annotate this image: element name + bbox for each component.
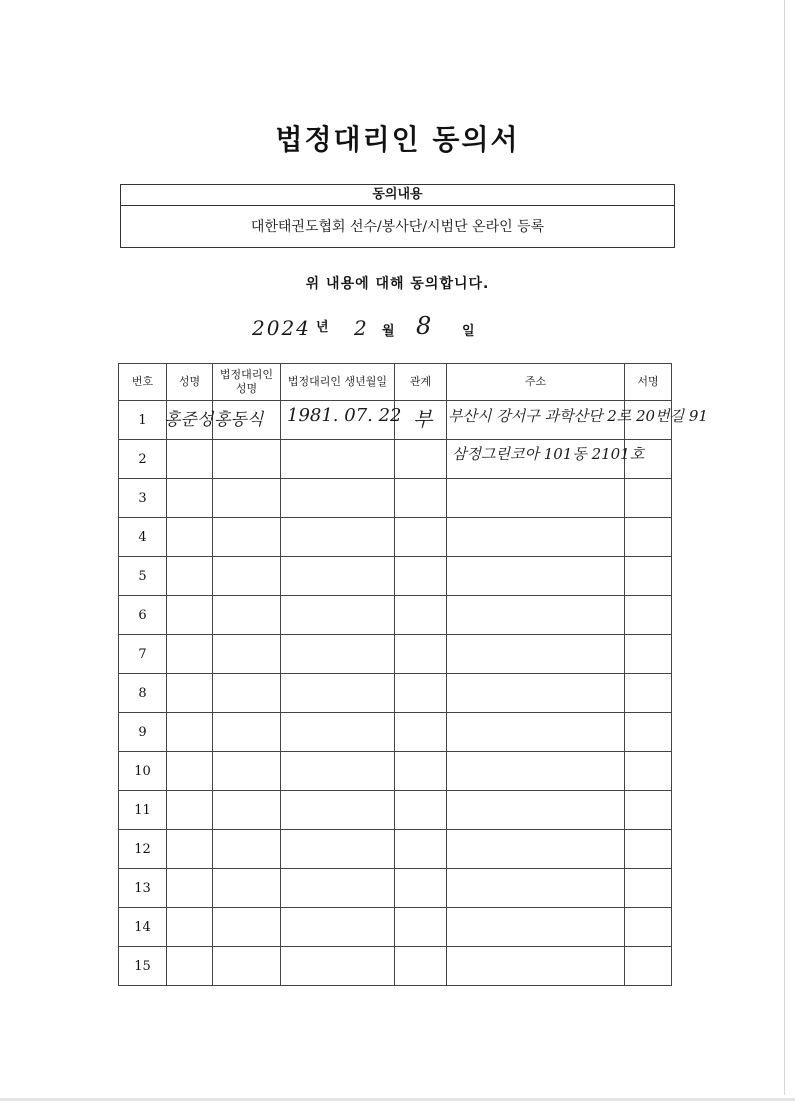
- row-address: [447, 596, 625, 635]
- row-address: [447, 635, 625, 674]
- row-guardian-birth: [281, 518, 395, 557]
- row-guardian-birth: [281, 869, 395, 908]
- row-number: 6: [119, 596, 167, 635]
- table-row: [119, 635, 672, 674]
- row-guardian-name: [213, 674, 281, 713]
- row-guardian-name: [213, 557, 281, 596]
- row-signature: [625, 674, 672, 713]
- table-row: [119, 791, 672, 830]
- table-row: [119, 752, 672, 791]
- row-number: 15: [119, 947, 167, 986]
- agreement-statement: 위 내용에 대해 동의합니다.: [305, 276, 490, 292]
- row-relation: [395, 791, 447, 830]
- consent-box-body: 대한태권도협회 선수/봉사단/시범단 온라인 등록: [250, 219, 545, 235]
- row-name: [167, 557, 213, 596]
- row-relation: [395, 479, 447, 518]
- row-address: [447, 752, 625, 791]
- row-signature: [625, 752, 672, 791]
- date-line: [250, 312, 550, 346]
- row-guardian-name: [213, 596, 281, 635]
- row-guardian-name: [213, 479, 281, 518]
- row-number: 11: [119, 791, 167, 830]
- row-relation: [395, 440, 447, 479]
- row-number: 5: [119, 557, 167, 596]
- row-signature: [625, 635, 672, 674]
- consent-box-header: 동의내용: [121, 185, 674, 206]
- row-signature: [625, 869, 672, 908]
- row-address: [447, 947, 625, 986]
- row-name: [167, 479, 213, 518]
- row-name: [167, 947, 213, 986]
- header-relation: 관계: [395, 364, 447, 401]
- table-row: [119, 869, 672, 908]
- handwritten-guardian-birth: 1981. 07. 22: [287, 405, 402, 426]
- table-row: [119, 518, 672, 557]
- row-number: 1: [119, 401, 167, 440]
- table-row: [119, 479, 672, 518]
- row-relation: [395, 908, 447, 947]
- row-name: [167, 791, 213, 830]
- scan-edge-bottom: [0, 1098, 795, 1101]
- row-guardian-name: [213, 908, 281, 947]
- row-name: [167, 908, 213, 947]
- row-guardian-birth: [281, 713, 395, 752]
- row-relation: [395, 713, 447, 752]
- row-relation: [395, 674, 447, 713]
- handwritten-name: 홍준성: [164, 410, 214, 430]
- row-signature: [625, 830, 672, 869]
- header-signature: 서명: [625, 364, 672, 401]
- handwritten-address-line1: 부산시 강서구 과학산단 2로 20번길 91: [448, 407, 708, 425]
- row-name: [167, 752, 213, 791]
- row-name: [167, 674, 213, 713]
- row-guardian-name: [213, 830, 281, 869]
- row-number: 7: [119, 635, 167, 674]
- row-address: [447, 518, 625, 557]
- row-signature: [625, 713, 672, 752]
- row-guardian-birth: [281, 908, 395, 947]
- header-guardian-name: 법정대리인 성명: [213, 364, 281, 401]
- table-row: [119, 713, 672, 752]
- header-number: 번호: [119, 364, 167, 401]
- row-relation: [395, 947, 447, 986]
- row-guardian-birth: [281, 791, 395, 830]
- row-guardian-name: [213, 440, 281, 479]
- row-guardian-name: [213, 791, 281, 830]
- table-row: [119, 908, 672, 947]
- row-relation: [395, 752, 447, 791]
- row-guardian-name: [213, 947, 281, 986]
- table-row: [119, 674, 672, 713]
- table-row: [119, 557, 672, 596]
- handwritten-address-line2: 삼정그린코아 101동 2101호: [452, 445, 645, 463]
- row-guardian-birth: [281, 752, 395, 791]
- table-row: [119, 596, 672, 635]
- date-month: 2: [354, 316, 367, 340]
- row-guardian-birth: [281, 947, 395, 986]
- row-guardian-birth: [281, 830, 395, 869]
- row-number: 3: [119, 479, 167, 518]
- row-guardian-birth: [281, 479, 395, 518]
- row-relation: [395, 596, 447, 635]
- header-address: 주소: [447, 364, 625, 401]
- row-name: [167, 830, 213, 869]
- row-number: 4: [119, 518, 167, 557]
- row-address: [447, 557, 625, 596]
- row-relation: [395, 869, 447, 908]
- row-number: 10: [119, 752, 167, 791]
- row-name: [167, 440, 213, 479]
- row-relation: [395, 830, 447, 869]
- handwritten-guardian-name: 홍동식: [214, 410, 264, 430]
- row-signature: [625, 908, 672, 947]
- row-guardian-birth: [281, 440, 395, 479]
- date-day-unit: 일: [462, 324, 475, 339]
- row-name: [167, 596, 213, 635]
- row-address: [447, 869, 625, 908]
- consent-box: [120, 184, 675, 248]
- date-day: 8: [416, 312, 432, 340]
- row-address: [447, 830, 625, 869]
- date-year: 2024: [252, 316, 311, 340]
- row-relation: [395, 557, 447, 596]
- row-address: [447, 674, 625, 713]
- row-guardian-birth: [281, 674, 395, 713]
- row-address: [447, 791, 625, 830]
- row-number: 8: [119, 674, 167, 713]
- row-guardian-name: [213, 518, 281, 557]
- row-guardian-name: [213, 869, 281, 908]
- header-name: 성명: [167, 364, 213, 401]
- row-signature: [625, 596, 672, 635]
- row-signature: [625, 947, 672, 986]
- row-signature: [625, 557, 672, 596]
- document-title: 법정대리인 동의서: [275, 123, 520, 156]
- row-number: 2: [119, 440, 167, 479]
- row-relation: [395, 635, 447, 674]
- row-guardian-birth: [281, 596, 395, 635]
- row-relation: [395, 518, 447, 557]
- row-signature: [625, 518, 672, 557]
- row-name: [167, 518, 213, 557]
- row-guardian-name: [213, 752, 281, 791]
- row-name: [167, 635, 213, 674]
- table-header-row: [119, 364, 672, 401]
- row-number: 12: [119, 830, 167, 869]
- row-number: 13: [119, 869, 167, 908]
- date-month-unit: 월: [382, 324, 395, 339]
- row-name: [167, 713, 213, 752]
- row-signature: [625, 791, 672, 830]
- row-number: 14: [119, 908, 167, 947]
- handwritten-relation: 부: [413, 407, 433, 431]
- row-address: [447, 713, 625, 752]
- row-guardian-birth: [281, 557, 395, 596]
- row-guardian-name: [213, 635, 281, 674]
- header-guardian-birth: 법정대리인 생년월일: [281, 364, 395, 401]
- row-guardian-name: [213, 713, 281, 752]
- table-row: [119, 830, 672, 869]
- table-row: [119, 947, 672, 986]
- row-guardian-birth: [281, 635, 395, 674]
- row-name: [167, 869, 213, 908]
- scan-edge-right: [784, 0, 785, 1095]
- row-address: [447, 479, 625, 518]
- date-year-unit: 년: [316, 320, 329, 335]
- row-number: 9: [119, 713, 167, 752]
- row-address: [447, 908, 625, 947]
- row-signature: [625, 479, 672, 518]
